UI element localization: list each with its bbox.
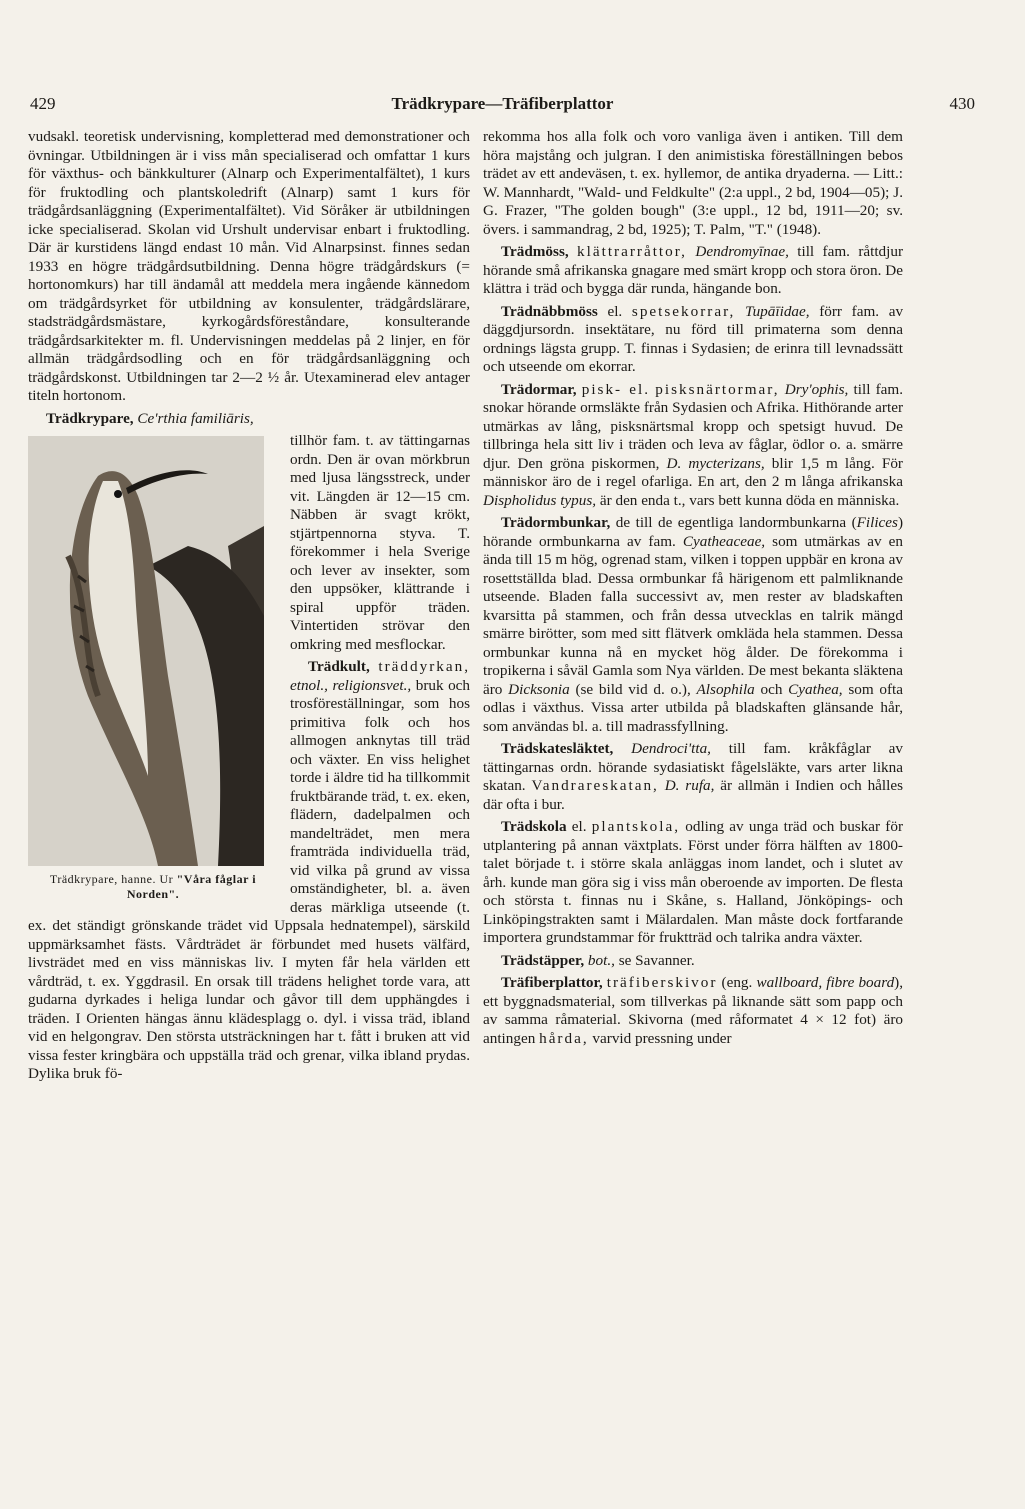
entry-text: som ofta odlas i växthus. Vissa arter utbilda på bladskaften glänsande hår, som användas bl. a. till madrassfyllning.: [483, 680, 903, 735]
entry-text: de till de egentliga landormbunkarna (: [615, 514, 857, 531]
entry-text: som utmärkas av en ända till 15 m hög, ogrenad stam, vilken i toppen uppbär en krona av rosettställda blad. Dessa ormbunkar få härigenom ett palmliknande utseende. Bladen falla successivt av, men rester av bladskaften kvarsitta på stammen, och från dessa utvecklas en talrik mängd smärre birötter, som med sitt flätverk omkläda hela stammen. Dessa ormbunkar kunna nå en mycket hög ålder. De förekomma i tropikerna i såväl Gamla som Nya världen. De mest bekanta släktena äro: [483, 532, 903, 698]
scientific-name: Dendroci'tta,: [631, 740, 711, 757]
scientific-name: Dendromyīnae,: [695, 243, 789, 260]
entry-text: till fam. kråkfåglar av tättingarnas ordn. hörande sydasiatiskt fågelsläkte, vars arter likna skatan.: [483, 740, 903, 794]
entry-tradormar: [483, 381, 903, 511]
emphasized-term: hårda,: [539, 1029, 589, 1047]
subject-abbreviation: etnol., religionsvet.,: [290, 676, 412, 694]
scientific-name: Tupāīidae,: [744, 302, 810, 320]
scientific-name: Filices: [856, 514, 898, 531]
figure-caption: Trädkrypare, hanne. Ur "Våra fåglar i Norden".: [49, 872, 257, 901]
headword: Träfiberplattor,: [501, 974, 603, 991]
alternative-name: Vandrareskatan,: [531, 777, 659, 794]
entry-continuation: vudsakl. teoretisk undervisning, kompletterad med demonstrationer och övningar. Utbildningen är i viss mån specialiserad och omfattar 1 kurs för växthus- och bänkkulturer (Alnarp och Experimentalfältet), 1 kurs för fruktodling och plantskoledrift (Alnarp) samt 1 kurs för trädgårdsanläggning (Experimentalfältet). Vid Söråker är utbildningen icke specialiserad. Skolan vid Urshult undervisar enbart i fruktodling. Där är kurstidens längd endast 10 mån. Vid Alnarpsinst. finnes sedan 1933 en högre trädgårdsutbildning. Denna högre trädgårdskurs (= hortonomkurs) har till ändamål att meddela mera ingående kännedom om trädgårdsyrket för utbildning av konsulenter, trädgårdslärare, stadsträdgårdsmästare, kyrkogårdsföreståndare, konsulterande trädgårdsarkitekter m. fl. Undervisningen meddelas på 2 linjer, en för allmän trädgårdsodling och en för trädgårdsanläggning och trädgårdskonst. Utbildningen tar 2—2 ½ år. Utexaminerad elev antager titeln hortonom.: [28, 128, 470, 404]
alternative-name: plantskola,: [591, 818, 681, 835]
conjunction: el.: [571, 818, 587, 835]
scientific-name: Cyatheaceae,: [682, 532, 766, 550]
entry-tradskatesläktet: [483, 740, 903, 814]
headword: Trädstäpper,: [501, 951, 585, 969]
entry-tradkrypare: [28, 410, 470, 429]
scientific-name: D. rufa,: [664, 777, 715, 794]
entry-text: är allmän i Indien och hålles där ofta i bur.: [483, 777, 903, 813]
alternative-name: träfiberskivor: [606, 974, 718, 991]
entry-text: varvid pressning under: [592, 1029, 732, 1047]
entry-text: blir 1,5 m lång. För människor äro de i regel ofarliga. En art, den 2 m långa afrikanska: [483, 454, 903, 490]
entry-tradkrypare-text: tillhör fam. t. av tättingarnas ordn. Den är ovan mörkbrun med ljusa längsstreck, under vit. Längden är 12—15 cm. Näbben är svagt krökt, stjärtpennorna styva. T. förekommer i hela Sverige och lever av insekter, som den uppsöker, klättrande i spiral uppför träden. Vintertiden strövar den omkring med mesflockar.: [290, 432, 470, 653]
headword: Trädmöss,: [501, 243, 569, 260]
entry-text: till fam. snokar hörande ormsläkte från Sydasien och Afrika. Hithörande arter utmärkas av lång, pisksnärtsmal kropp och spetsigt huvud. De tillbringa hela sitt liv i träden och leva av fåglar, ödlor o. a. smärre djur. Den gröna piskormen,: [483, 380, 903, 472]
headword: Trädskatesläktet,: [501, 740, 614, 757]
entry-text: och: [760, 680, 783, 698]
bird-photo: [28, 436, 264, 866]
english-term: wallboard, fibre board: [756, 974, 895, 991]
subject-abbreviation: bot.,: [587, 951, 615, 969]
entry-tradstapper: [483, 952, 903, 971]
entry-tradskola: [483, 818, 903, 948]
entry-text: bruk och trosföreställningar, som hos primitiva folk och hos allmogen anknytas till träd och växter. En viss helighet torde i äldre tid ha tillkommit fruktbärande träd, t. ex. eken, flädern, dadelpalmen och mandelträdet, men mera framträda individuella träd, vid vilka på grund av vissa omständigheter, bl. a. även deras märkliga utseende (t. ex. det ständigt grönskande trädet vid Uppsala hednatempel), särskild uppmärksamhet fästs. Vårdträdet är förbundet med husets välfärd, livsträdet med en viss människas liv. I myten får hela världen ett vårdträd, t. ex. Yggdrasil. En orsak till trädens helighet torde vara, att gudarna dyrkades i heliga lundar och gåvor till dem upphängdes i träden. I Orienten hängas ännu klädesplagg o. dyl. i vissa träd, ibland vid en helgongrav. Den största utsträckningen har t. fått i bruken att vid vissa fester kringbära och uppställa träd och grenar, vilka ibland prydas. Dylika bruk fö-: [28, 676, 470, 1082]
page-header: [30, 94, 975, 120]
bird-figure: [28, 436, 278, 902]
conjunction: el.: [607, 302, 623, 320]
alternative-name: pisksnärtormar,: [655, 380, 780, 398]
entry-text: (se bild vid d. o.),: [575, 680, 691, 698]
page-running-title: Trädkrypare—Träfiberplattor: [391, 94, 614, 113]
entry-text: är den enda t., vars bett kunna döda en människa.: [599, 491, 900, 509]
alternative-prefix: pisk- el.: [581, 380, 651, 398]
headword: Trädkrypare,: [46, 409, 134, 427]
entry-trafiberplattor: [483, 974, 903, 1048]
entry-text: ) hörande ormbunkarna av fam.: [483, 514, 903, 550]
scientific-name: Cyathea,: [788, 680, 843, 698]
scientific-name: D. mycterizans,: [666, 454, 765, 472]
right-column: [483, 128, 903, 1398]
headword: Trädormar,: [501, 380, 577, 398]
scientific-name: Dicksonia: [508, 680, 570, 698]
headword: Trädormbunkar,: [501, 514, 611, 531]
alternative-name: klättrarråttor,: [577, 243, 687, 260]
entry-tradmoss: [483, 243, 903, 299]
entry-text: (eng.: [721, 974, 753, 991]
treecreeper-illustration: [28, 436, 264, 866]
headword: Trädnäbbmöss: [501, 302, 598, 320]
entry-text: odling av unga träd och buskar för utplantering på annan växtplats. Först under förra hälften av 1800-talet började t. i större skala anläggas inom landet, och i slutet av årh. kunde man göra sig i viss mån oberoende av importen. De flesta och största t. finnas nu i Skåne, s. Halland, Jönköpings- och Linköpingstrakten samt i Mälardalen. Man måste dock fortfarande importera grundstammar för fruktträd och talrika andra växter.: [483, 818, 903, 946]
entry-continuation: rekomma hos alla folk och voro vanliga även i antiken. Till dem höra majstång och julgran. I den animistiska föreställningen bebos trädet av ett andeväsen, t. ex. hyllemor, de antika dryaderna. — Litt.: W. Mannhardt, "Wald- und Feldkulte" (2:a uppl., 2 bd, 1904—05); J. G. Frazer, "The golden bough" (3:e uppl., 12 bd, 1911—20; sv. övers. i sammandrag, 2 bd, 1925); T. Palm, "T." (1948).: [483, 128, 903, 238]
cross-reference: se Savanner.: [618, 951, 695, 969]
left-column: [28, 128, 470, 1398]
entry-tradnabbmoss: [483, 303, 903, 377]
scientific-name: Dispholidus typus,: [483, 491, 597, 509]
entry-text: ), ett byggnadsmaterial, som tillverkas på liknande sätt som papp och av samma råmaterial. Skivorna (med råformatet 4 × 12 fot) äro antingen: [483, 974, 903, 1047]
page-number-left: 429: [30, 94, 56, 113]
headword: Trädskola: [501, 818, 567, 835]
entry-text: förr fam. av däggdjursordn. insektätare, nu förd till primaterna som denna ordnings lägsta grupp. T. finnas i Sydasien; de erinra till levnadssätt och utseende om ekorrar.: [483, 302, 903, 375]
scientific-name: Alsophila: [696, 680, 755, 698]
alternative-name: träddyrkan,: [378, 658, 470, 675]
page-number-right: 430: [949, 94, 975, 113]
alternative-name: spetsekorrar,: [631, 302, 736, 320]
headword: Trädkult,: [308, 658, 370, 675]
scientific-name: Dry'ophis,: [784, 380, 849, 398]
scientific-name: Ce'rthia familiāris,: [137, 409, 254, 427]
entry-tradormbunkar: [483, 514, 903, 736]
entry-text: till fam. råttdjur hörande små afrikanska gnagare med smärt kropp och stora öron. De klättra i träd och bygga där runda, hängande bon.: [483, 243, 903, 297]
